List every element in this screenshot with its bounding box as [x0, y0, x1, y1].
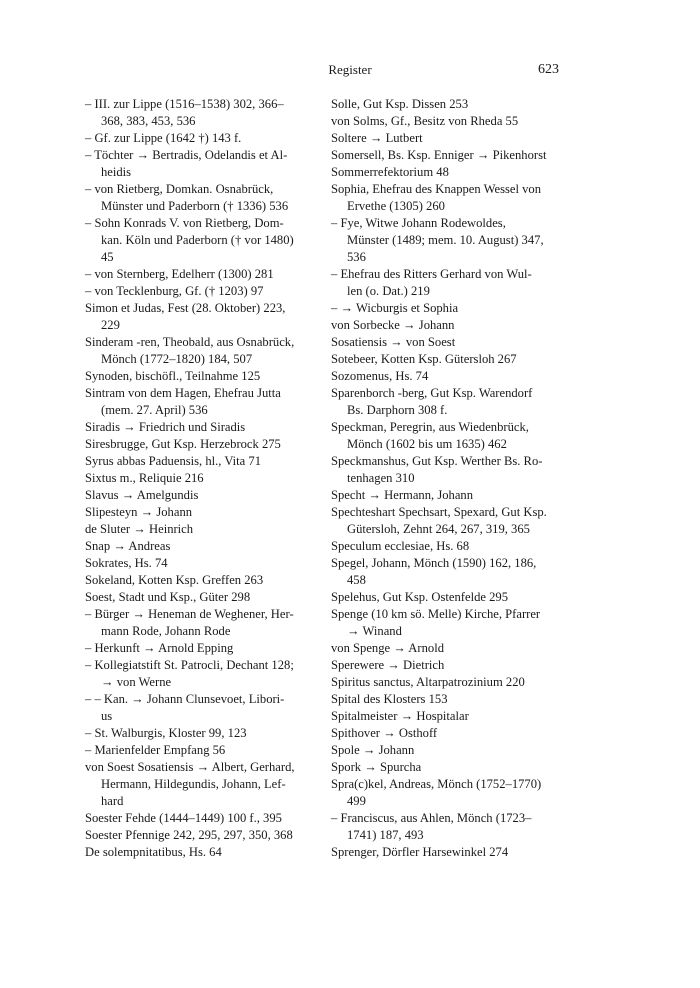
index-entry-continuation: Mönch (1772–1820) 184, 507 — [101, 352, 253, 366]
index-entry-line: Spenge (10 km sö. Melle) Kirche, Pfarrer — [331, 607, 541, 621]
index-entry-line: – → Wicburgis et Sophia — [331, 301, 459, 315]
index-entry — [331, 742, 571, 759]
index-entry — [85, 759, 325, 810]
index-entry — [85, 453, 325, 470]
index-entry-line: – Fye, Witwe Johann Rodewoldes, — [331, 216, 506, 230]
index-entry-line: Speckmanshus, Gut Ksp. Werther Bs. Ro- — [331, 454, 543, 468]
page-number: 623 — [538, 62, 559, 77]
index-entry-continuation: kan. Köln und Paderborn († vor 1480) — [101, 233, 294, 247]
index-entry — [85, 385, 325, 419]
index-entry-line: Somersell, Bs. Ksp. Enniger → Pikenhorst — [331, 148, 547, 162]
index-entry-continuation: hard — [101, 794, 124, 808]
index-entry-line: Sokrates, Hs. 74 — [85, 556, 168, 570]
index-entry — [331, 317, 571, 334]
index-entry-line: – von Tecklenburg, Gf. († 1203) 97 — [85, 284, 264, 298]
index-entry — [85, 96, 325, 130]
index-entry-line: Siradis → Friedrich und Siradis — [85, 420, 246, 434]
index-entry-line: Spra(c)kel, Andreas, Mönch (1752–1770) — [331, 777, 542, 791]
index-entry — [331, 147, 571, 164]
index-entry — [331, 691, 571, 708]
index-entry-line: – Kollegiatstift St. Patrocli, Dechant 128; — [85, 658, 294, 672]
index-entry — [85, 844, 325, 861]
index-entry — [331, 385, 571, 419]
index-entry — [331, 266, 571, 300]
index-entry — [85, 436, 325, 453]
index-entry-continuation: Hermann, Hildegundis, Johann, Lef- — [101, 777, 286, 791]
index-entry-line: Synoden, bischöfl., Teilnahme 125 — [85, 369, 261, 383]
index-entry-continuation: 229 — [101, 318, 120, 332]
index-column-right — [331, 96, 571, 861]
index-entry-line: Sokeland, Kotten Ksp. Greffen 263 — [85, 573, 264, 587]
index-entry — [85, 283, 325, 300]
index-entry — [85, 266, 325, 283]
index-entry-continuation: → Winand — [347, 624, 402, 638]
index-entry-continuation: Münster und Paderborn († 1336) 536 — [101, 199, 289, 213]
index-entry-line: – Sohn Konrads V. von Rietberg, Dom- — [85, 216, 284, 230]
index-entry-line: Sommerrefektorium 48 — [331, 165, 449, 179]
index-entry-line: Spork → Spurcha — [331, 760, 422, 774]
index-entry-line: Specht → Hermann, Johann — [331, 488, 473, 502]
index-entry-continuation: 499 — [347, 794, 366, 808]
index-entry-line: Spegel, Johann, Mönch (1590) 162, 186, — [331, 556, 537, 570]
index-entry — [331, 487, 571, 504]
index-entry — [85, 419, 325, 436]
index-entry-line: von Sorbecke → Johann — [331, 318, 455, 332]
index-entry-line: Speckman, Peregrin, aus Wiedenbrück, — [331, 420, 529, 434]
index-entry — [85, 657, 325, 691]
index-entry-line: – – Kan. → Johann Clunsevoet, Libori- — [85, 692, 285, 706]
index-entry-line: Speculum ecclesiae, Hs. 68 — [331, 539, 470, 553]
index-entry — [85, 368, 325, 385]
index-entry — [331, 453, 571, 487]
index-entry — [85, 300, 325, 334]
index-entry — [331, 708, 571, 725]
header-title: Register — [328, 62, 372, 77]
index-entry — [85, 589, 325, 606]
index-entry — [331, 538, 571, 555]
index-entry-continuation: 536 — [347, 250, 366, 264]
index-entry-line: – St. Walburgis, Kloster 99, 123 — [85, 726, 247, 740]
index-entry — [331, 674, 571, 691]
index-entry — [85, 147, 325, 181]
index-entry — [331, 555, 571, 589]
index-entry-line: Sozomenus, Hs. 74 — [331, 369, 429, 383]
index-entry-line: – Töchter → Bertradis, Odelandis et Al- — [85, 148, 288, 162]
index-entry — [331, 368, 571, 385]
index-entry-line: von Soest Sosatiensis → Albert, Gerhard, — [85, 760, 295, 774]
index-entry — [85, 742, 325, 759]
index-entry — [331, 776, 571, 810]
index-entry — [331, 351, 571, 368]
index-entry-line: – Franciscus, aus Ahlen, Mönch (1723– — [331, 811, 532, 825]
index-entry — [331, 96, 571, 113]
index-entry-line: – Gf. zur Lippe (1642 †) 143 f. — [85, 131, 242, 145]
index-entry-line: – III. zur Lippe (1516–1538) 302, 366– — [85, 97, 284, 111]
index-entry — [331, 181, 571, 215]
index-entry — [85, 725, 325, 742]
index-entry — [331, 844, 571, 861]
index-entry-line: Sparenborch -berg, Gut Ksp. Warendorf — [331, 386, 533, 400]
index-entry — [331, 725, 571, 742]
index-entry — [331, 589, 571, 606]
index-entry-line: Spechteshart Spechsart, Spexard, Gut Ksp. — [331, 505, 547, 519]
index-entry — [85, 181, 325, 215]
index-entry-line: Slavus → Amelgundis — [85, 488, 199, 502]
index-entry — [331, 164, 571, 181]
index-entry-line: Spole → Johann — [331, 743, 415, 757]
index-entry-line: De solempnitatibus, Hs. 64 — [85, 845, 222, 859]
index-entry-line: Sixtus m., Reliquie 216 — [85, 471, 204, 485]
index-entry-line: Solle, Gut Ksp. Dissen 253 — [331, 97, 469, 111]
index-entry — [85, 827, 325, 844]
index-entry-continuation: 368, 383, 453, 536 — [101, 114, 196, 128]
index-entry-line: Soest, Stadt und Ksp., Güter 298 — [85, 590, 251, 604]
index-entry — [85, 606, 325, 640]
index-entry-continuation: 458 — [347, 573, 366, 587]
index-entry-line: de Sluter → Heinrich — [85, 522, 194, 536]
index-entry-continuation: Bs. Darphorn 308 f. — [347, 403, 448, 417]
index-entry-continuation: 45 — [101, 250, 114, 264]
index-entry-line: Sprenger, Dörfler Harsewinkel 274 — [331, 845, 509, 859]
index-entry-line: – von Rietberg, Domkan. Osnabrück, — [85, 182, 274, 196]
index-entry-continuation: Mönch (1602 bis um 1635) 462 — [347, 437, 507, 451]
index-entry-line: Spelehus, Gut Ksp. Ostenfelde 295 — [331, 590, 508, 604]
index-entry-line: Slipesteyn → Johann — [85, 505, 193, 519]
index-entry — [331, 606, 571, 640]
index-entry — [85, 555, 325, 572]
index-entry — [85, 810, 325, 827]
index-entry — [85, 470, 325, 487]
index-entry-line: – Herkunft → Arnold Epping — [85, 641, 234, 655]
index-entry — [331, 640, 571, 657]
index-entry-line: – Bürger → Heneman de Weghener, Her- — [85, 607, 294, 621]
index-entry-line: Syrus abbas Paduensis, hl., Vita 71 — [85, 454, 262, 468]
index-entry — [85, 334, 325, 368]
index-entry — [331, 130, 571, 147]
index-entry-line: Spitalmeister → Hospitalar — [331, 709, 469, 723]
index-entry-continuation: tenhagen 310 — [347, 471, 415, 485]
index-entry-continuation: → von Werne — [101, 675, 172, 689]
index-entry-line: Sophia, Ehefrau des Knappen Wessel von — [331, 182, 541, 196]
index-entry-line: von Spenge → Arnold — [331, 641, 444, 655]
index-entry-line: Sperewere → Dietrich — [331, 658, 445, 672]
index-entry — [331, 504, 571, 538]
index-entry — [85, 487, 325, 504]
index-entry-line: Spiritus sanctus, Altarpatrozinium 220 — [331, 675, 525, 689]
index-entry — [331, 215, 571, 266]
index-entry-continuation: mann Rode, Johann Rode — [101, 624, 231, 638]
index-entry — [331, 300, 571, 317]
index-entry — [331, 810, 571, 844]
index-entry-line: Soester Pfennige 242, 295, 297, 350, 368 — [85, 828, 293, 842]
index-entry-line: – von Sternberg, Edelherr (1300) 281 — [85, 267, 274, 281]
index-entry — [331, 334, 571, 351]
index-entry — [85, 521, 325, 538]
index-entry-continuation: us — [101, 709, 113, 723]
index-entry-line: Spital des Klosters 153 — [331, 692, 448, 706]
index-entry — [331, 113, 571, 130]
index-entry — [85, 640, 325, 657]
index-entry — [85, 215, 325, 266]
index-entry-line: Sintram von dem Hagen, Ehefrau Jutta — [85, 386, 281, 400]
index-entry — [85, 504, 325, 521]
index-entry — [85, 130, 325, 147]
index-entry-continuation: len (o. Dat.) 219 — [347, 284, 430, 298]
index-entry-line: – Marienfelder Empfang 56 — [85, 743, 226, 757]
index-entry-line: Soltere → Lutbert — [331, 131, 423, 145]
index-entry-continuation: (mem. 27. April) 536 — [101, 403, 208, 417]
index-entry — [331, 759, 571, 776]
index-entry-continuation: Münster (1489; mem. 10. August) 347, — [347, 233, 544, 247]
index-entry-line: Sotebeer, Kotten Ksp. Gütersloh 267 — [331, 352, 517, 366]
index-entry-line: von Solms, Gf., Besitz von Rheda 55 — [331, 114, 519, 128]
index-entry-line: – Ehefrau des Ritters Gerhard von Wul- — [331, 267, 532, 281]
index-entry-line: Snap → Andreas — [85, 539, 171, 553]
index-entry — [331, 419, 571, 453]
index-entry-line: Sosatiensis → von Soest — [331, 335, 456, 349]
index-entry-line: Simon et Judas, Fest (28. Oktober) 223, — [85, 301, 286, 315]
index-column-left — [85, 96, 325, 861]
index-entry-line: Sinderam -ren, Theobald, aus Osnabrück, — [85, 335, 295, 349]
index-entry-line: Spithover → Osthoff — [331, 726, 438, 740]
index-entry — [85, 538, 325, 555]
index-entry-continuation: Gütersloh, Zehnt 264, 267, 319, 365 — [347, 522, 530, 536]
index-entry-line: Siresbrugge, Gut Ksp. Herzebrock 275 — [85, 437, 281, 451]
index-entry — [331, 657, 571, 674]
index-entry-line: Soester Fehde (1444–1449) 100 f., 395 — [85, 811, 282, 825]
index-entry-continuation: Ervethe (1305) 260 — [347, 199, 445, 213]
index-entry-continuation: 1741) 187, 493 — [347, 828, 424, 842]
index-entry — [85, 572, 325, 589]
index-entry-continuation: heidis — [101, 165, 132, 179]
index-entry — [85, 691, 325, 725]
